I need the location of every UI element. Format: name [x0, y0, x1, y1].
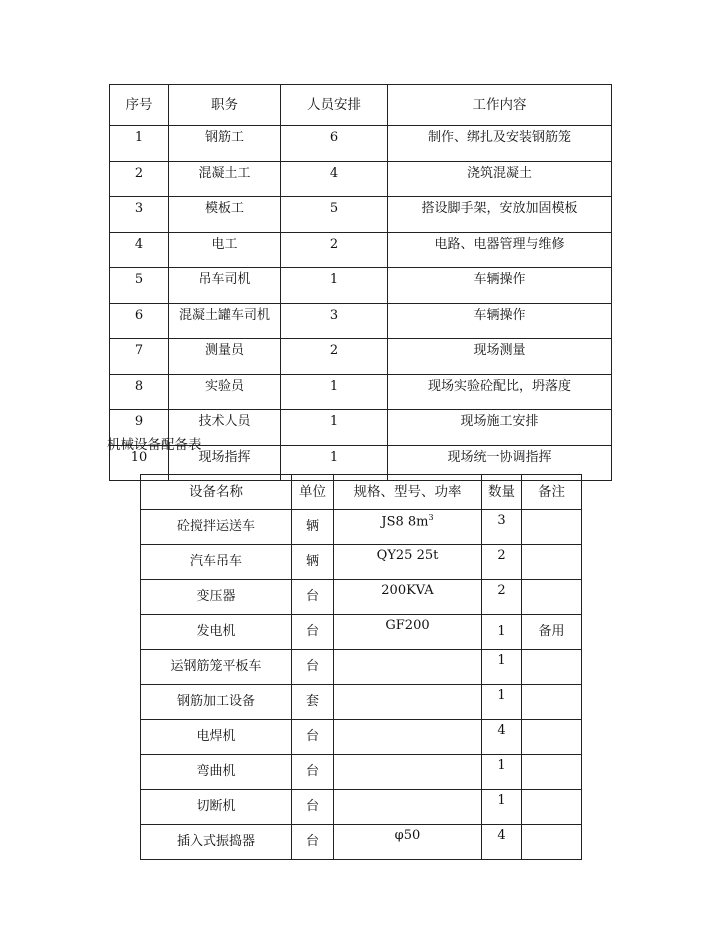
table-cell: 3 [110, 197, 169, 233]
header-cell: 序号 [110, 85, 169, 126]
table-row [141, 755, 582, 790]
table-cell: 切断机 [141, 790, 292, 825]
table-cell: 制作、绑扎及安装钢筋笼 [388, 126, 612, 162]
table-row [110, 339, 612, 375]
table-row [141, 685, 582, 720]
table-cell: 1 [281, 268, 388, 304]
table-cell [334, 650, 482, 685]
table-row [110, 126, 612, 162]
table-cell [522, 790, 582, 825]
table-cell: GF200 [334, 615, 482, 650]
table-cell: 2 [281, 339, 388, 375]
table-cell: 混凝土罐车司机 [169, 303, 281, 339]
equipment-table-caption: 机械设备配备表 [107, 437, 202, 453]
table-cell: 1 [482, 615, 522, 650]
table-row [141, 545, 582, 580]
table-cell: 1 [281, 374, 388, 410]
table-cell: 电工 [169, 232, 281, 268]
table-cell: 6 [281, 126, 388, 162]
table-cell: 4 [482, 825, 522, 860]
table-row [110, 303, 612, 339]
table-cell: 辆 [292, 545, 334, 580]
superscript-unit: 3 [428, 513, 434, 522]
table-row [141, 825, 582, 860]
table-cell: 台 [292, 790, 334, 825]
table-cell: 台 [292, 580, 334, 615]
table-cell [522, 650, 582, 685]
table-cell: 200KVA [334, 580, 482, 615]
table-cell: 混凝土工 [169, 161, 281, 197]
table-cell [334, 790, 482, 825]
table-cell: QY25 25t [334, 545, 482, 580]
table-cell: 3 [281, 303, 388, 339]
table-row [141, 790, 582, 825]
table-cell: 1 [281, 410, 388, 446]
header-cell: 单位 [292, 475, 334, 510]
table-cell: 发电机 [141, 615, 292, 650]
table-cell [334, 685, 482, 720]
table-row [110, 161, 612, 197]
table-cell: 10 [110, 445, 169, 481]
table-row [141, 615, 582, 650]
table-cell: 现场实验砼配比，坍落度 [388, 374, 612, 410]
table-cell [334, 510, 482, 545]
table-cell: 6 [110, 303, 169, 339]
table-cell [522, 545, 582, 580]
header-cell: 规格、型号、功率 [334, 475, 482, 510]
table-row [141, 510, 582, 545]
table-cell: 8 [110, 374, 169, 410]
equipment-table [140, 474, 582, 860]
table-cell: 4 [482, 720, 522, 755]
table-cell: 现场测量 [388, 339, 612, 375]
table-cell [522, 720, 582, 755]
table-cell: 套 [292, 685, 334, 720]
table-cell: 现场指挥 [169, 445, 281, 481]
table-cell: φ50 [334, 825, 482, 860]
table-row [141, 580, 582, 615]
table-cell: 2 [482, 545, 522, 580]
table-cell [522, 580, 582, 615]
table-cell: 1 [482, 685, 522, 720]
table-row [141, 720, 582, 755]
table-cell: 2 [110, 161, 169, 197]
header-cell: 工作内容 [388, 85, 612, 126]
table-row [110, 197, 612, 233]
table-cell: 实验员 [169, 374, 281, 410]
table-cell: 4 [110, 232, 169, 268]
table-cell: 台 [292, 825, 334, 860]
table-row [110, 374, 612, 410]
table-cell: 现场施工安排 [388, 410, 612, 446]
table-cell: 台 [292, 755, 334, 790]
table-cell: 9 [110, 410, 169, 446]
table-cell: 车辆操作 [388, 303, 612, 339]
table-cell: 台 [292, 615, 334, 650]
table-cell: 台 [292, 720, 334, 755]
table-cell: 4 [281, 161, 388, 197]
table-cell: 搭设脚手架，安放加固模板 [388, 197, 612, 233]
table-cell: 1 [482, 650, 522, 685]
table-cell: 7 [110, 339, 169, 375]
table-cell: 备用 [522, 615, 582, 650]
table-row [110, 268, 612, 304]
table-cell [334, 755, 482, 790]
table-cell: 模板工 [169, 197, 281, 233]
table-cell: 5 [110, 268, 169, 304]
header-cell: 备注 [522, 475, 582, 510]
table-cell: 车辆操作 [388, 268, 612, 304]
table-cell: 辆 [292, 510, 334, 545]
table-cell: 汽车吊车 [141, 545, 292, 580]
table-cell: 2 [281, 232, 388, 268]
table-cell: 钢筋工 [169, 126, 281, 162]
table-cell: 1 [482, 755, 522, 790]
table-cell: 运钢筋笼平板车 [141, 650, 292, 685]
header-cell: 人员安排 [281, 85, 388, 126]
table-cell: 5 [281, 197, 388, 233]
table-cell [334, 720, 482, 755]
table-cell: 3 [482, 510, 522, 545]
table-cell: 1 [482, 790, 522, 825]
table-cell: 1 [281, 445, 388, 481]
table-row [141, 650, 582, 685]
header-cell: 数量 [482, 475, 522, 510]
table-cell: 技术人员 [169, 410, 281, 446]
table-header-row [110, 85, 612, 126]
header-cell: 职务 [169, 85, 281, 126]
spec-text: JS8 8m [381, 514, 429, 530]
table-cell: 砼搅拌运送车 [141, 510, 292, 545]
table-cell [522, 510, 582, 545]
staff-arrangement-table [109, 84, 612, 481]
table-cell: 2 [482, 580, 522, 615]
table-cell: 电路、电器管理与维修 [388, 232, 612, 268]
table-cell: 台 [292, 650, 334, 685]
table-cell: 吊车司机 [169, 268, 281, 304]
table-header-row [141, 475, 582, 510]
table-row [110, 232, 612, 268]
table-cell: 变压器 [141, 580, 292, 615]
table-cell [522, 755, 582, 790]
table-cell: 测量员 [169, 339, 281, 375]
header-cell: 设备名称 [141, 475, 292, 510]
table-cell: 插入式振捣器 [141, 825, 292, 860]
table-cell: 弯曲机 [141, 755, 292, 790]
table-cell: 钢筋加工设备 [141, 685, 292, 720]
table-cell: 现场统一协调指挥 [388, 445, 612, 481]
table-cell: 浇筑混凝土 [388, 161, 612, 197]
table-cell [522, 825, 582, 860]
table-cell: 1 [110, 126, 169, 162]
table-cell [522, 685, 582, 720]
table-cell: 电焊机 [141, 720, 292, 755]
